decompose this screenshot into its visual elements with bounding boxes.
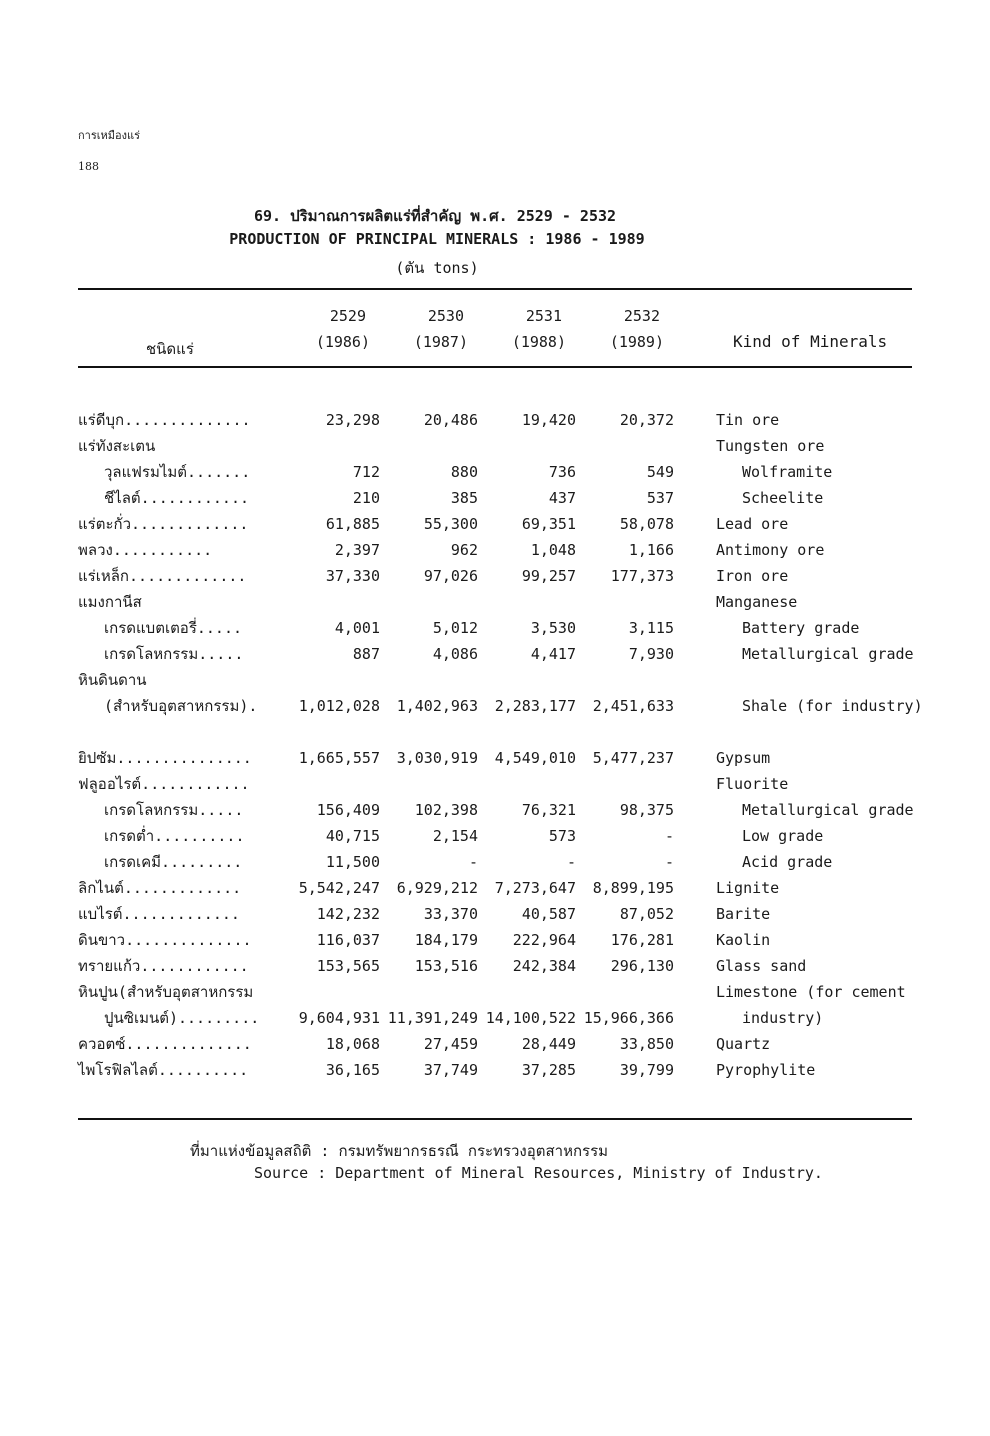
mineral-name-thai: เกรดเคมี.........: [104, 853, 243, 871]
production-value: 296,130: [610, 957, 674, 975]
production-value: -: [566, 853, 576, 871]
production-value: 1,048: [530, 541, 576, 559]
production-value: 23,298: [325, 411, 380, 429]
production-value: 573: [548, 827, 576, 845]
table-row: [0, 1032, 990, 1056]
table-row: [0, 694, 990, 718]
mineral-name-english: Manganese: [716, 593, 798, 611]
column-header-kind-thai: ชนิดแร่: [146, 340, 194, 358]
mineral-name-thai: แร่ดีบุก..............: [78, 411, 251, 429]
production-value: 58,078: [619, 515, 674, 533]
production-value: 712: [352, 463, 380, 481]
production-value: 3,530: [530, 619, 576, 637]
production-value: 116,037: [316, 931, 380, 949]
mineral-name-english: Tin ore: [716, 411, 780, 429]
table-row: [0, 902, 990, 926]
production-value: 69,351: [521, 515, 576, 533]
mineral-name-english: Gypsum: [716, 749, 771, 767]
mineral-name-thai: ควอตซ์..............: [78, 1035, 252, 1053]
mineral-name-thai: พลวง...........: [78, 541, 213, 559]
mineral-name-english: Acid grade: [742, 853, 833, 871]
table-row: [0, 850, 990, 874]
production-value: 5,012: [432, 619, 478, 637]
production-value: -: [664, 827, 674, 845]
production-value: 4,549,010: [494, 749, 576, 767]
production-value: 4,001: [334, 619, 380, 637]
production-value: 33,850: [619, 1035, 674, 1053]
table-row: [0, 642, 990, 666]
production-value: 153,516: [414, 957, 478, 975]
page-number: 188: [78, 160, 99, 173]
table-bottom-rule: [78, 1118, 912, 1120]
production-value: 61,885: [325, 515, 380, 533]
mineral-name-english: Metallurgical grade: [742, 801, 914, 819]
mineral-name-thai: เกรดแบตเตอรี่.....: [104, 619, 243, 637]
production-value: 11,500: [325, 853, 380, 871]
production-value: 2,283,177: [494, 697, 576, 715]
production-value: -: [664, 853, 674, 871]
production-value: 37,749: [423, 1061, 478, 1079]
mineral-name-english: Antimony ore: [716, 541, 825, 559]
production-value: 5,477,237: [592, 749, 674, 767]
table-row: [0, 538, 990, 562]
table-row: [0, 928, 990, 952]
column-header-year-ce: (1988): [511, 333, 566, 351]
mineral-name-thai: เกรดโลหกรรม.....: [104, 801, 244, 819]
mineral-name-thai: ทรายแก้ว............: [78, 957, 249, 975]
table-row: [0, 564, 990, 588]
table-row: [0, 746, 990, 770]
production-value: 1,665,557: [298, 749, 380, 767]
production-value: 7,273,647: [494, 879, 576, 897]
production-value: 1,166: [628, 541, 674, 559]
table-title-thai: 69. ปริมาณการผลิตแร่ที่สำคัญ พ.ศ. 2529 - 2532: [253, 207, 617, 225]
mineral-name-thai: ยิปซัม...............: [78, 749, 252, 767]
production-value: 2,154: [432, 827, 478, 845]
column-header-kind-english: Kind of Minerals: [733, 332, 888, 351]
production-value: 99,257: [521, 567, 576, 585]
table-unit: (ตัน tons): [395, 259, 479, 277]
mineral-name-thai: แมงกานีส: [78, 593, 142, 611]
column-header-year-be: 2529: [329, 307, 366, 325]
production-value: 210: [352, 489, 380, 507]
mineral-name-english: Barite: [716, 905, 771, 923]
mineral-name-english: Kaolin: [716, 931, 771, 949]
mineral-name-thai: ดินขาว..............: [78, 931, 252, 949]
mineral-name-english: Iron ore: [716, 567, 789, 585]
mineral-name-english: Tungsten ore: [716, 437, 825, 455]
production-value: 18,068: [325, 1035, 380, 1053]
production-value: 5,542,247: [298, 879, 380, 897]
production-value: 8,899,195: [592, 879, 674, 897]
production-value: 153,565: [316, 957, 380, 975]
production-value: 2,451,633: [592, 697, 674, 715]
mineral-name-english: Metallurgical grade: [742, 645, 914, 663]
mineral-name-english: Pyrophylite: [716, 1061, 816, 1079]
production-value: 11,391,249: [387, 1009, 478, 1027]
mineral-name-thai: แบไรต์.............: [78, 905, 240, 923]
mineral-name-thai: ฟลูออไรต์............: [78, 775, 250, 793]
production-value: 142,232: [316, 905, 380, 923]
production-value: 97,026: [423, 567, 478, 585]
production-value: 177,373: [610, 567, 674, 585]
production-value: 156,409: [316, 801, 380, 819]
column-header-year-be: 2532: [623, 307, 660, 325]
mineral-name-thai: (สำหรับอุตสาหกรรม).: [104, 697, 258, 715]
table-row: [0, 1058, 990, 1082]
production-value: 39,799: [619, 1061, 674, 1079]
production-value: 887: [352, 645, 380, 663]
column-header-year-ce: (1986): [315, 333, 370, 351]
production-value: 549: [646, 463, 674, 481]
mineral-name-english: Shale (for industry): [742, 697, 923, 715]
production-value: 736: [548, 463, 576, 481]
column-header-year-ce: (1989): [609, 333, 664, 351]
production-value: 4,086: [432, 645, 478, 663]
production-value: 40,587: [521, 905, 576, 923]
production-value: 176,281: [610, 931, 674, 949]
production-value: 14,100,522: [485, 1009, 576, 1027]
production-value: 27,459: [423, 1035, 478, 1053]
mineral-name-thai: ไพโรฟิลไลต์..........: [78, 1061, 249, 1079]
production-value: 242,384: [512, 957, 576, 975]
table-row: [0, 876, 990, 900]
table-top-rule: [78, 288, 912, 290]
production-value: 28,449: [521, 1035, 576, 1053]
production-value: 102,398: [414, 801, 478, 819]
production-value: 20,486: [423, 411, 478, 429]
production-value: 9,604,931: [298, 1009, 380, 1027]
table-row: [0, 954, 990, 978]
production-value: -: [468, 853, 478, 871]
table-row: [0, 772, 990, 796]
production-value: 1,012,028: [298, 697, 380, 715]
table-header-rule: [78, 366, 912, 368]
table-row: [0, 486, 990, 510]
production-value: 222,964: [512, 931, 576, 949]
table-row: [0, 434, 990, 458]
table-row: [0, 1006, 990, 1030]
mineral-name-english: Limestone (for cement: [716, 983, 906, 1001]
table-row: [0, 616, 990, 640]
production-value: 2,397: [334, 541, 380, 559]
production-value: 98,375: [619, 801, 674, 819]
production-value: 3,115: [628, 619, 674, 637]
table-title-english: PRODUCTION OF PRINCIPAL MINERALS : 1986 - 1989: [229, 230, 645, 248]
production-value: 15,966,366: [583, 1009, 674, 1027]
production-value: 3,030,919: [396, 749, 478, 767]
table-row: [0, 798, 990, 822]
production-value: 87,052: [619, 905, 674, 923]
production-value: 37,330: [325, 567, 380, 585]
production-value: 1,402,963: [396, 697, 478, 715]
mineral-name-thai: แร่ตะกั่ว.............: [78, 515, 249, 533]
production-value: 55,300: [423, 515, 478, 533]
mineral-name-thai: หินดินดาน: [78, 671, 147, 689]
production-value: 880: [450, 463, 478, 481]
source-note-thai: ที่มาแห่งข้อมูลสถิติ : กรมทรัพยากรธรณี กระทรวงอุตสาหกรรม: [190, 1142, 609, 1160]
table-row: [0, 980, 990, 1004]
production-value: 184,179: [414, 931, 478, 949]
mineral-name-english: Wolframite: [742, 463, 833, 481]
table-row: [0, 668, 990, 692]
mineral-name-thai: ลิกไนต์.............: [78, 879, 242, 897]
mineral-name-thai: ชีไลต์............: [104, 489, 250, 507]
production-value: 19,420: [521, 411, 576, 429]
column-header-year-ce: (1987): [413, 333, 468, 351]
production-value: 7,930: [628, 645, 674, 663]
table-row: [0, 824, 990, 848]
source-note-english: Source : Department of Mineral Resources, Ministry of Industry.: [254, 1164, 823, 1182]
table-row: [0, 512, 990, 536]
production-value: 33,370: [423, 905, 478, 923]
mineral-name-english: Low grade: [742, 827, 824, 845]
production-value: 40,715: [325, 827, 380, 845]
mineral-name-thai: เกรดต่ำ..........: [104, 827, 245, 845]
production-value: 76,321: [521, 801, 576, 819]
mineral-name-english: Glass sand: [716, 957, 807, 975]
production-value: 437: [548, 489, 576, 507]
production-value: 37,285: [521, 1061, 576, 1079]
production-value: 537: [646, 489, 674, 507]
column-header-year-be: 2530: [427, 307, 464, 325]
mineral-name-thai: หินปูน(สำหรับอุตสาหกรรม: [78, 983, 254, 1001]
production-value: 20,372: [619, 411, 674, 429]
mineral-name-english: industry): [742, 1009, 824, 1027]
table-row: [0, 590, 990, 614]
production-value: 385: [450, 489, 478, 507]
mineral-name-english: Lignite: [716, 879, 780, 897]
mineral-name-english: Battery grade: [742, 619, 860, 637]
mineral-name-english: Quartz: [716, 1035, 771, 1053]
table-row: [0, 460, 990, 484]
mineral-name-thai: แร่ทังสะเตน: [78, 437, 156, 455]
mineral-name-thai: เกรดโลหกรรม.....: [104, 645, 244, 663]
production-value: 6,929,212: [396, 879, 478, 897]
mineral-name-english: Scheelite: [742, 489, 824, 507]
production-value: 962: [450, 541, 478, 559]
mineral-name-thai: แร่เหล็ก.............: [78, 567, 247, 585]
mineral-name-english: Fluorite: [716, 775, 789, 793]
mineral-name-thai: วุลแฟรมไมต์.......: [104, 463, 251, 481]
column-header-year-be: 2531: [525, 307, 562, 325]
table-row: [0, 408, 990, 432]
mineral-name-thai: ปูนซิเมนต์).........: [104, 1009, 260, 1027]
mineral-name-english: Lead ore: [716, 515, 789, 533]
production-value: 4,417: [530, 645, 576, 663]
production-value: 36,165: [325, 1061, 380, 1079]
running-head: การเหมืองแร่: [78, 129, 140, 142]
